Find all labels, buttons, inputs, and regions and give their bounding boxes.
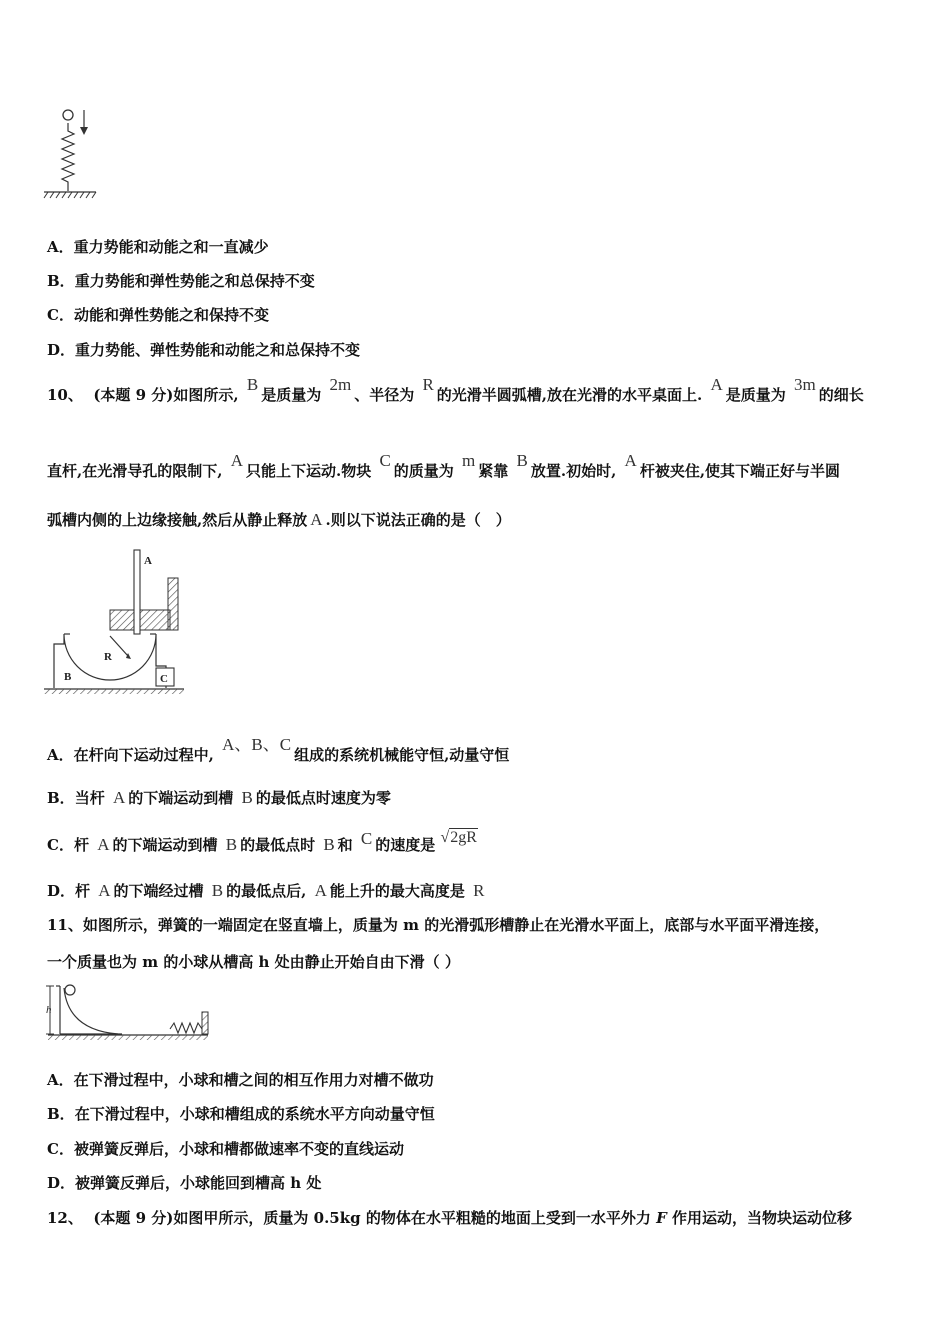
ball xyxy=(63,110,73,120)
trough-rod-figure xyxy=(42,548,192,696)
label-h: h xyxy=(46,1004,52,1016)
sqrt-expression: √2gR xyxy=(440,829,477,846)
q10-option-a: A．在杆向下运动过程中, A、B、C组成的系统机械能守恒,动量守恒 xyxy=(47,735,510,764)
q10-option-c: C．杆 A 的下端运动到槽 B 的最低点时 B 和 C 的速度是 √2gR xyxy=(47,829,477,854)
q10-line-1: 10、 (本题 9 分)如图所示, B是质量为 2m、半径为 R的光滑半圆弧槽,放在光滑的水平桌面上. A是质量为 3m的细长 xyxy=(47,375,864,404)
q11-option-a: A．在下滑过程中，小球和槽之间的相互作用力对槽不做功 xyxy=(47,1071,434,1089)
small-ball xyxy=(65,985,75,995)
q10-line-3: 弧槽内侧的上边缘接触,然后从静止释放 A .则以下说法正确的是（ ） xyxy=(47,510,511,529)
spring xyxy=(62,123,74,191)
q11-option-c: C．被弹簧反弹后，小球和槽都做速率不变的直线运动 xyxy=(47,1140,404,1158)
question-number: 11、 xyxy=(47,916,83,934)
q11-line-1: 11、如图所示，弹簧的一端固定在竖直墙上，质量为 m 的光滑弧形槽静止在光滑水平面上，底部与水平面平滑连接， xyxy=(47,916,830,934)
slope-spring-figure xyxy=(42,982,212,1044)
q9-option-d: D．重力势能、弹性势能和动能之和总保持不变 xyxy=(47,341,361,359)
q9-option-c: C．动能和弹性势能之和保持不变 xyxy=(47,306,269,324)
arrow-head xyxy=(80,127,88,135)
guide-block-right xyxy=(140,610,170,630)
q9-option-a: A．重力势能和动能之和一直减少 xyxy=(47,238,269,256)
wall xyxy=(202,1012,208,1034)
radius-arrow xyxy=(110,636,128,656)
score: (本题 9 分) xyxy=(93,1209,174,1227)
q9-option-b: B．重力势能和弹性势能之和总保持不变 xyxy=(47,272,315,290)
q11-option-b: B．在下滑过程中，小球和槽组成的系统水平方向动量守恒 xyxy=(47,1105,435,1123)
label-b: B xyxy=(64,671,72,683)
label-r: R xyxy=(104,651,112,663)
rod-a xyxy=(134,550,140,634)
spring-coil xyxy=(170,1023,202,1033)
label-c: C xyxy=(160,673,168,685)
spring-ball-figure xyxy=(40,105,100,201)
guide-block-left xyxy=(110,610,134,630)
question-number: 10、 xyxy=(47,386,83,404)
q11-option-d: D．被弹簧反弹后，小球能回到槽高 h 处 xyxy=(47,1174,322,1192)
label-a: A xyxy=(144,555,152,567)
q10-option-d: D．杆 A 的下端经过槽 B 的最低点后, A 能上升的最大高度是 R xyxy=(47,881,485,900)
score: (本题 9 分) xyxy=(93,386,174,404)
q12-line-1: 12、 (本题 9 分)如图甲所示，质量为 0.5kg 的物体在水平粗糙的地面上受到一水平外力 F 作用运动，当物块运动位移 xyxy=(47,1209,852,1227)
q10-line-2: 直杆,在光滑导孔的限制下, A只能上下运动.物块 C的质量为 m紧靠 B放置.初始时, A杆被夹住,使其下端正好与半圆 xyxy=(47,451,841,480)
q11-line-2: 一个质量也为 m 的小球从槽高 h 处由静止开始自由下滑（ ） xyxy=(47,953,460,971)
q10-option-b: B．当杆 A 的下端运动到槽 B 的最低点时速度为零 xyxy=(47,788,391,807)
ground-hatch xyxy=(44,192,96,198)
question-number: 12、 xyxy=(47,1209,83,1227)
